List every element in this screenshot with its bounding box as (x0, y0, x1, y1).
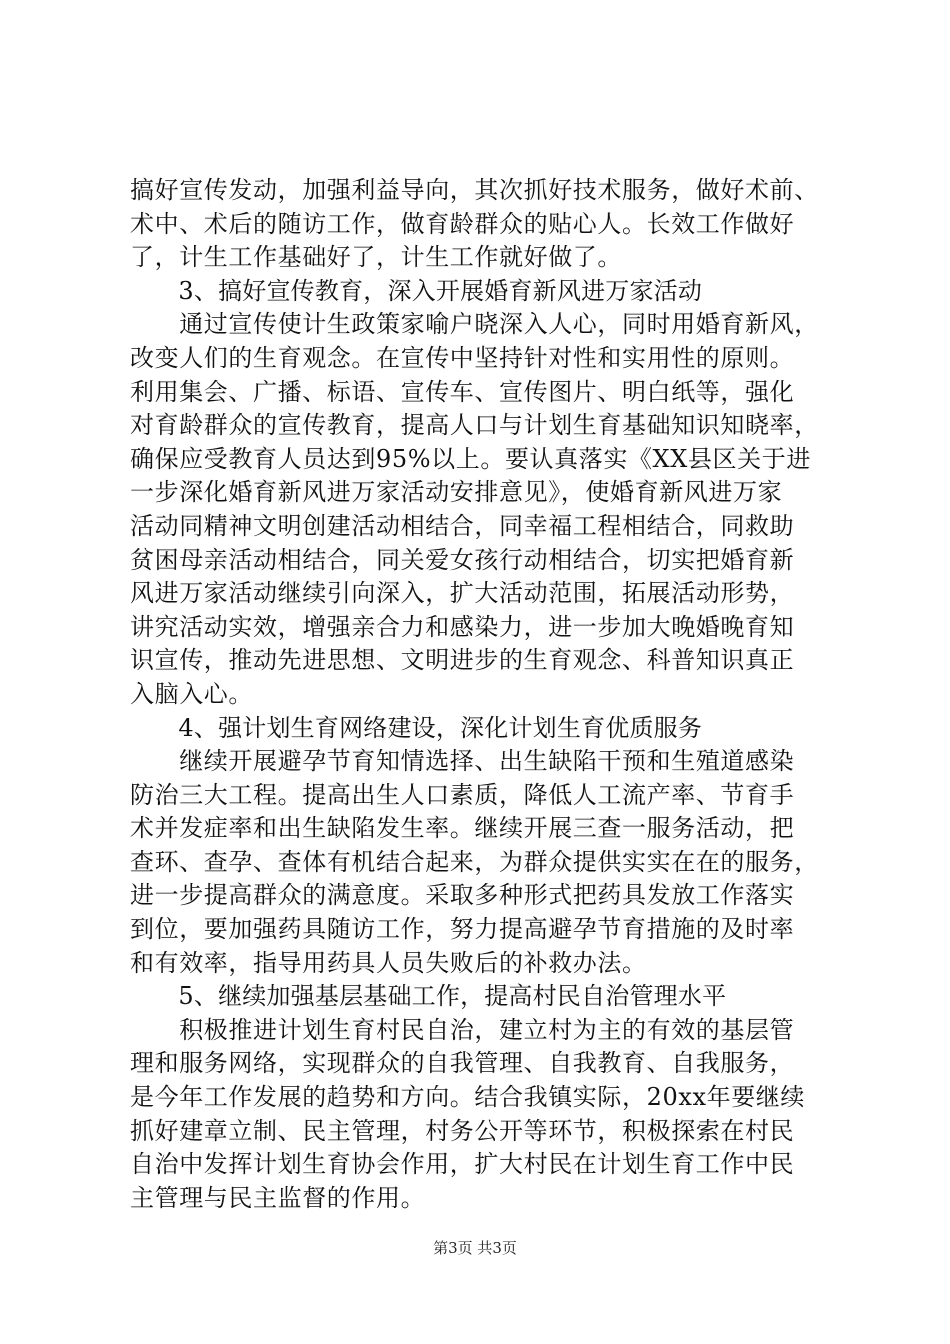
section-heading-3: 3、搞好宣传教育，深入开展婚育新风进万家活动 (130, 276, 703, 305)
body-line: 查环、查孕、查体有机结合起来，为群众提供实实在在的服务， (130, 847, 819, 876)
body-line: 讲究活动实效，增强亲合力和感染力，进一步加大晚婚晚育知 (130, 612, 795, 641)
body-line: 改变人们的生育观念。在宣传中坚持针对性和实用性的原则。 (130, 343, 795, 372)
body-line: 活动同精神文明创建活动相结合，同幸福工程相结合，同救助 (130, 511, 795, 540)
body-line: 通过宣传使计生政策家喻户晓深入人心，同时用婚育新风， (130, 310, 819, 339)
body-line: 搞好宣传发动，加强利益导向，其次抓好技术服务，做好术前、 (130, 176, 819, 204)
section-heading-4: 4、强计划生育网络建设，深化计划生育优质服务 (130, 713, 703, 742)
body-line: 术中、术后的随访工作，做育龄群众的贴心人。长效工作做好 (130, 209, 795, 238)
body-line: 防治三大工程。提高出生人口素质，降低人工流产率、节育手 (130, 780, 795, 809)
body-line: 入脑入心。 (130, 679, 253, 708)
document-body (130, 174, 830, 1215)
body-line: 了，计生工作基础好了，计生工作就好做了。 (130, 243, 622, 272)
body-line: 对育龄群众的宣传教育，提高人口与计划生育基础知识知晓率， (130, 411, 819, 440)
body-line: 一步深化婚育新风进万家活动安排意见》，使婚育新风进万家 (130, 478, 783, 507)
section-heading-5: 5、继续加强基层基础工作，提高村民自治管理水平 (130, 982, 727, 1011)
body-line: 进一步提高群众的满意度。采取多种形式把药具发放工作落实 (130, 881, 795, 910)
body-line: 风进万家活动继续引向深入，扩大活动范围，拓展活动形势， (130, 579, 795, 608)
body-line: 识宣传，推动先进思想、文明进步的生育观念、科普知识真正 (130, 646, 795, 675)
body-line: 主管理与民主监督的作用。 (130, 1183, 426, 1212)
body-line: 和有效率，指导用药具人员失败后的补救办法。 (130, 948, 647, 977)
body-line: 术并发症率和出生缺陷发生率。继续开展三查一服务活动，把 (130, 814, 795, 843)
body-line: 到位，要加强药具随访工作，努力提高避孕节育措施的及时率 (130, 915, 795, 944)
body-line: 利用集会、广播、标语、宣传车、宣传图片、明白纸等，强化 (130, 377, 795, 406)
page-number-footer: 第3页 共3页 (433, 1239, 517, 1257)
body-line: 理和服务网络，实现群众的自我管理、自我教育、自我服务， (130, 1049, 795, 1078)
body-line: 继续开展避孕节育知情选择、出生缺陷干预和生殖道感染 (130, 747, 795, 776)
body-line: 积极推进计划生育村民自治，建立村为主的有效的基层管 (130, 1015, 795, 1044)
body-line: 贫困母亲活动相结合，同关爱女孩行动相结合，切实把婚育新 (130, 545, 795, 574)
body-line: 抓好建章立制、民主管理，村务公开等环节，积极探索在村民 (130, 1116, 795, 1145)
body-line: 确保应受教育人员达到95%以上。要认真落实《XX县区关于进 (130, 444, 811, 473)
body-line: 是今年工作发展的趋势和方向。结合我镇实际，20xx年要继续 (130, 1083, 806, 1112)
body-line: 自治中发挥计划生育协会作用，扩大村民在计划生育工作中民 (130, 1150, 795, 1179)
